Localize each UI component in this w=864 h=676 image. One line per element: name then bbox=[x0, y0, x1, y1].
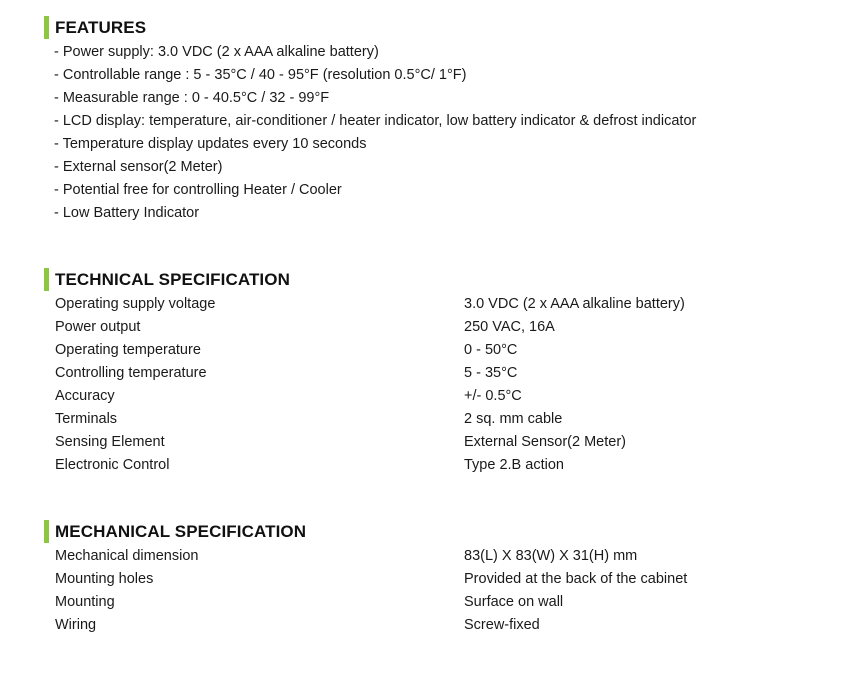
features-list bbox=[44, 41, 844, 225]
spec-row bbox=[55, 431, 844, 454]
spec-value: Type 2.B action bbox=[464, 457, 564, 473]
spec-label: Power output bbox=[55, 319, 141, 335]
spec-row bbox=[55, 545, 844, 568]
spec-label: Operating temperature bbox=[55, 342, 201, 358]
technical-spec-section bbox=[44, 268, 844, 477]
spec-label: Electronic Control bbox=[55, 457, 170, 473]
spec-label: Mounting holes bbox=[55, 571, 154, 587]
spec-label: Controlling temperature bbox=[55, 365, 207, 381]
spec-row bbox=[55, 362, 844, 385]
spec-value: Screw-fixed bbox=[464, 617, 540, 633]
section-accent-bar bbox=[44, 268, 49, 291]
technical-spec-table bbox=[44, 293, 844, 477]
feature-item: - LCD display: temperature, air-conditioner / heater indicator, low battery indicator & defrost indicator bbox=[54, 113, 697, 129]
features-section bbox=[44, 16, 844, 225]
spec-value: +/- 0.5°C bbox=[464, 388, 522, 404]
spec-row bbox=[55, 316, 844, 339]
spec-row bbox=[55, 408, 844, 431]
features-title: FEATURES bbox=[55, 17, 147, 37]
feature-item: - Low Battery Indicator bbox=[54, 205, 200, 221]
spec-label: Terminals bbox=[55, 411, 118, 427]
mechanical-spec-header bbox=[44, 520, 844, 543]
section-accent-bar bbox=[44, 16, 49, 39]
features-header bbox=[44, 16, 844, 39]
mechanical-spec-table bbox=[44, 545, 844, 637]
mechanical-spec-section bbox=[44, 520, 844, 637]
spec-row bbox=[55, 614, 844, 637]
spec-row bbox=[55, 385, 844, 408]
spec-value: 3.0 VDC (2 x AAA alkaline battery) bbox=[464, 296, 685, 312]
spec-value: 0 - 50°C bbox=[464, 342, 518, 358]
spec-value: 2 sq. mm cable bbox=[464, 411, 563, 427]
spec-row bbox=[55, 293, 844, 316]
feature-item: - Controllable range : 5 - 35°C / 40 - 95°F (resolution 0.5°C/ 1°F) bbox=[54, 67, 467, 83]
feature-item: - Potential free for controlling Heater / Cooler bbox=[54, 182, 342, 198]
spec-row bbox=[55, 591, 844, 614]
feature-item: - Measurable range : 0 - 40.5°C / 32 - 99°F bbox=[54, 90, 330, 106]
spec-value: External Sensor(2 Meter) bbox=[464, 434, 626, 450]
technical-spec-header bbox=[44, 268, 844, 291]
spec-value: Provided at the back of the cabinet bbox=[464, 571, 688, 587]
spec-label: Mechanical dimension bbox=[55, 548, 199, 564]
spec-label: Operating supply voltage bbox=[55, 296, 216, 312]
spec-value: Surface on wall bbox=[464, 594, 564, 610]
feature-item: - Temperature display updates every 10 seconds bbox=[54, 136, 367, 152]
spec-row bbox=[55, 568, 844, 591]
spec-label: Sensing Element bbox=[55, 434, 165, 450]
technical-spec-title: TECHNICAL SPECIFICATION bbox=[55, 269, 290, 289]
spec-row bbox=[55, 454, 844, 477]
spec-value: 83(L) X 83(W) X 31(H) mm bbox=[464, 548, 638, 564]
spec-value: 250 VAC, 16A bbox=[464, 319, 555, 335]
feature-item: - Power supply: 3.0 VDC (2 x AAA alkaline battery) bbox=[54, 44, 379, 60]
spec-label: Mounting bbox=[55, 594, 115, 610]
spec-row bbox=[55, 339, 844, 362]
spec-value: 5 - 35°C bbox=[464, 365, 518, 381]
spec-label: Wiring bbox=[55, 617, 97, 633]
feature-item: - External sensor(2 Meter) bbox=[54, 159, 223, 175]
section-accent-bar bbox=[44, 520, 49, 543]
mechanical-spec-title: MECHANICAL SPECIFICATION bbox=[55, 521, 307, 541]
spec-label: Accuracy bbox=[55, 388, 115, 404]
